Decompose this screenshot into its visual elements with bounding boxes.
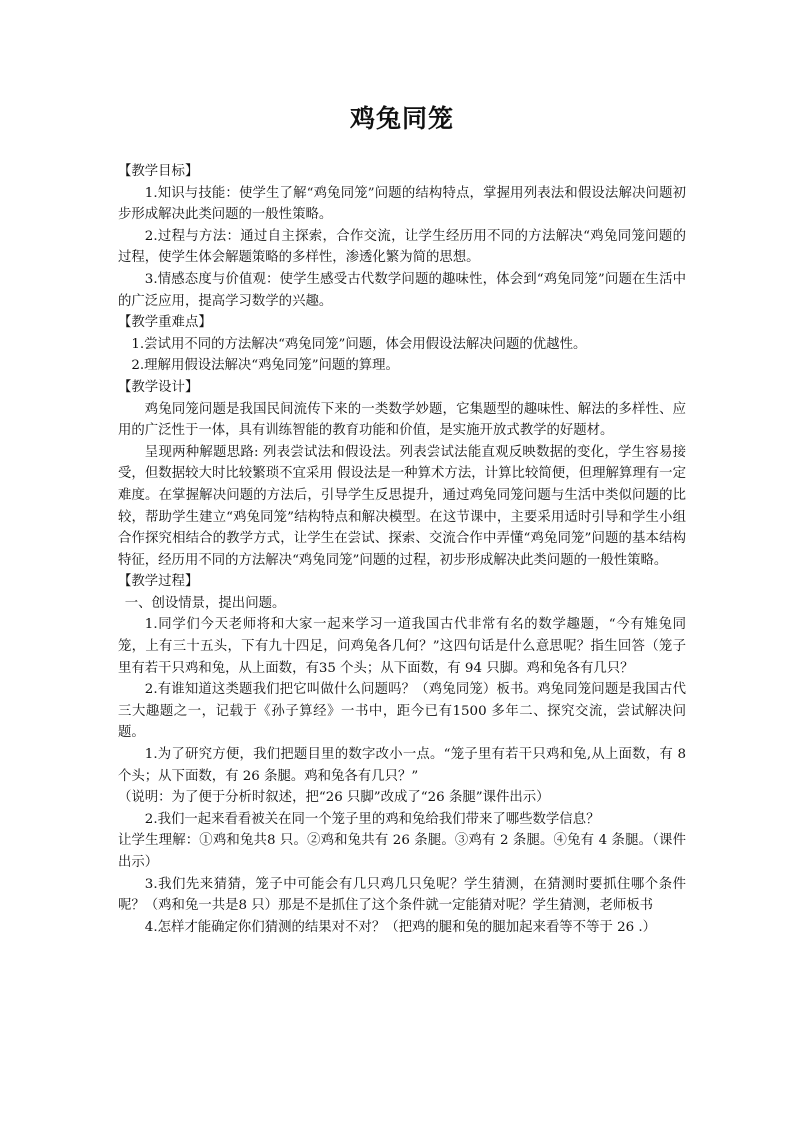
paragraph: 一、创设情景，提出问题。 <box>124 595 286 611</box>
paragraph: 2.我们一起来看看被关在同一个笼子里的鸡和兔给我们带来了哪些数学信息？ <box>144 811 600 827</box>
paragraph: （说明：为了便于分析时叙述，把“26 只脚”改成了“26 条腿”课件出示） <box>118 790 550 806</box>
paragraph: 1.知识与技能：使学生了解“鸡兔同笼”问题的结构特点，掌握用列表法和假设法解决问题初步形成解决此类问题的一般性策略。 <box>118 185 686 223</box>
paragraph: 鸡兔同笼问题是我国民间流传下来的一类数学妙题，它集题型的趣味性、解法的多样性、应用的广泛性于一体，具有训练智能的教育功能和价值，是实施开放式教学的好题材。 <box>118 401 686 439</box>
paragraph: 让学生理解：①鸡和兔共8 只。②鸡和兔共有 26 条腿。③鸡有 2 条腿。④兔有 4 条腿。（课件出示） <box>118 833 686 870</box>
document-title: 鸡兔同笼 <box>349 104 454 133</box>
paragraph: 2.过程与方法：通过自主探索，合作交流，让学生经历用不同的方法解决“鸡兔同笼问题的过程，使学生体会解题策略的多样性，渗透化繁为简的思想。 <box>118 228 686 266</box>
paragraph: 1.尝试用不同的方法解决“鸡兔同笼”问题，体会用假设法解决问题的优越性。 <box>131 336 587 352</box>
paragraph: 2.理解用假设法解决“鸡兔同笼”问题的算理。 <box>131 358 399 374</box>
section-heading: 【教学过程】 <box>118 574 199 590</box>
section-heading: 【教学设计】 <box>118 379 199 395</box>
paragraph: 3.我们先来猜猜，笼子中可能会有几只鸡几只兔呢？学生猜测，在猜测时要抓住哪个条件呢？（鸡和兔一共是8 只）那是不是抓住了这个条件就一定能猜对呢？学生猜测，老师板书 <box>118 876 686 914</box>
paragraph: 2.有谁知道这类题我们把它叫做什么问题吗？（鸡兔同笼）板书。鸡兔同笼问题是我国古代三大趣题之一，记载于《孙子算经》一书中，距今已有1500 多年二、探究交流，尝试解决问题。 <box>118 682 686 741</box>
paragraph: 呈现两种解题思路: 列表尝试法和假设法。列表尝试法能直观反映数据的变化，学生容易接受，但数据较大时比较繁琐不宜采用 假设法是一种算术方法，计算比较简便，但理解算理有一定难度。在掌握解决问题的方法后，引导学生反思提升，通过鸡兔同笼问题与生活中类似问题的比较，帮助学生建立“鸡兔同笼”结构特点和解决模型。在这节课中，主要采用适时引导和学生小组合作探究相结合的教学方式，让学生在尝试、探索、交流合作中弄懂“鸡兔同笼”问题的基本结构特征，经历用不同的方法解决“鸡兔同笼”问题的过程，初步形成解决此类问题的一般性策略。 <box>118 444 686 568</box>
paragraph: 1.同学们今天老师将和大家一起来学习一道我国古代非常有名的数学趣题，“今有雉兔同笼，上有三十五头，下有九十四足，问鸡兔各几何？”这四句话是什么意思呢？指生回答（笼子里有若干只鸡和兔，从上面数，有35 个头；从下面数，有 94 只脚。鸡和兔各有几只？ <box>118 617 686 676</box>
section-heading: 【教学重难点】 <box>118 315 212 331</box>
paragraph: 3.情感态度与价值观：使学生感受古代数学问题的趣味性，体会到“鸡兔同笼”问题在生活中的广泛应用，提高学习数学的兴趣。 <box>118 271 686 309</box>
paragraph: 4.怎样才能确定你们猜测的结果对不对？（把鸡的腿和兔的腿加起来看等不等于 26 .） <box>144 919 657 935</box>
section-heading: 【教学目标】 <box>118 164 199 179</box>
document-body <box>118 161 686 938</box>
paragraph: 1.为了研究方便，我们把题目里的数字改小一点。“笼子里有若干只鸡和兔,从上面数，有 8 个头；从下面数，有 26 条腿。鸡和兔各有几只？” <box>118 747 686 784</box>
